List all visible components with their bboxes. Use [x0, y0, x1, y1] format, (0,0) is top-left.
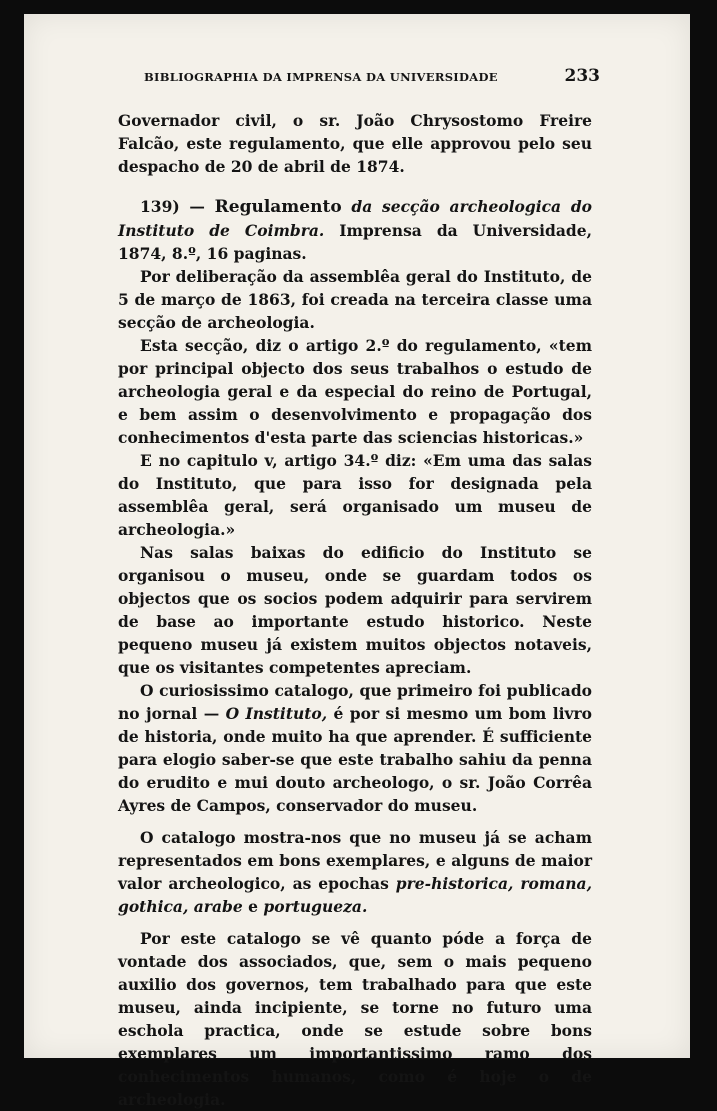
page-number: 233	[564, 66, 600, 86]
p7-start: O curiosissimo catalogo, que primeiro foi publicado no jornal —	[118, 681, 592, 723]
book-page	[24, 14, 690, 1109]
page-header	[144, 66, 600, 86]
paragraph-1: Governador civil, o sr. João Chrysostomo Freire Falcão, este regulamento, que elle approvou pelo seu despacho de 20 de abril de 1874.	[118, 111, 592, 176]
running-head: BIBLIOGRAPHIA DA IMPRENSA DA UNIVERSIDADE	[144, 70, 498, 84]
entry-title-italic: da secção archeologica do Instituto de Coimbra.	[118, 197, 593, 240]
p7-italic: O Instituto,	[225, 704, 328, 723]
paragraph-5: E no capitulo v, artigo 34.º diz: «Em uma das salas do Instituto, que para isso for designada pela assemblêa geral, será organisado um museu de archeologia.»	[118, 451, 592, 539]
p8-start: O catalogo mostra-nos que no museu já se acham representados em bons exemplares, e alguns de maior valor archeologico, as epochas	[118, 828, 592, 893]
paragraph-9: Por este catalogo se vê quanto póde a força de vontade dos associados, que, sem o mais pequeno auxilio dos governos, tem trabalhado para que este museu, ainda incipiente, se torne no futuro uma eschola practica, onde se estude sobre bons exemplares um importantissimo ramo dos conhecimentos humanos, como é hoje o de archeologia.	[118, 929, 592, 1109]
entry-139	[118, 195, 592, 265]
paragraph-6: Nas salas baixas do edificio do Instituto se organisou o museu, onde se guardam todos os objectos que os socios podem adquirir para servirem de base ao importante estudo historico. Neste pequeno museu já existem muitos objectos notaveis, que os visitantes competentes apreciam.	[118, 543, 592, 677]
body-text	[118, 109, 592, 1111]
p7-end: é por si mesmo um bom livro de historia, onde muito ha que aprender. É sufficiente para elogio saber-se que este trabalho sahiu da penna do erudito e mui douto archeologo, o sr. João Corrêa Ayres de Campos, conservador do museu.	[118, 704, 592, 815]
entry-imprint: Imprensa da Universidade, 1874, 8.º, 16 paginas.	[118, 221, 592, 263]
paragraph-8	[118, 826, 592, 918]
entry-number: 139) —	[140, 197, 215, 216]
p8-mid: e	[242, 897, 264, 916]
p8-italic-2: portugueza.	[263, 897, 368, 916]
entry-title: Regulamento	[214, 197, 342, 217]
paragraph-3: Por deliberação da assemblêa geral do Instituto, de 5 de março de 1863, foi creada na terceira classe uma secção de archeologia.	[118, 267, 592, 332]
p8-italic-1: pre-historica, romana, gothica, arabe	[118, 874, 592, 916]
paragraph-4: Esta secção, diz o artigo 2.º do regulamento, «tem por principal objecto dos seus trabalhos o estudo de archeologia geral e da especial do reino de Portugal, e bem assim o desenvolvimento e propagação dos conhecimentos d'esta parte das sciencias historicas.»	[118, 336, 592, 447]
paragraph-7	[118, 679, 592, 817]
